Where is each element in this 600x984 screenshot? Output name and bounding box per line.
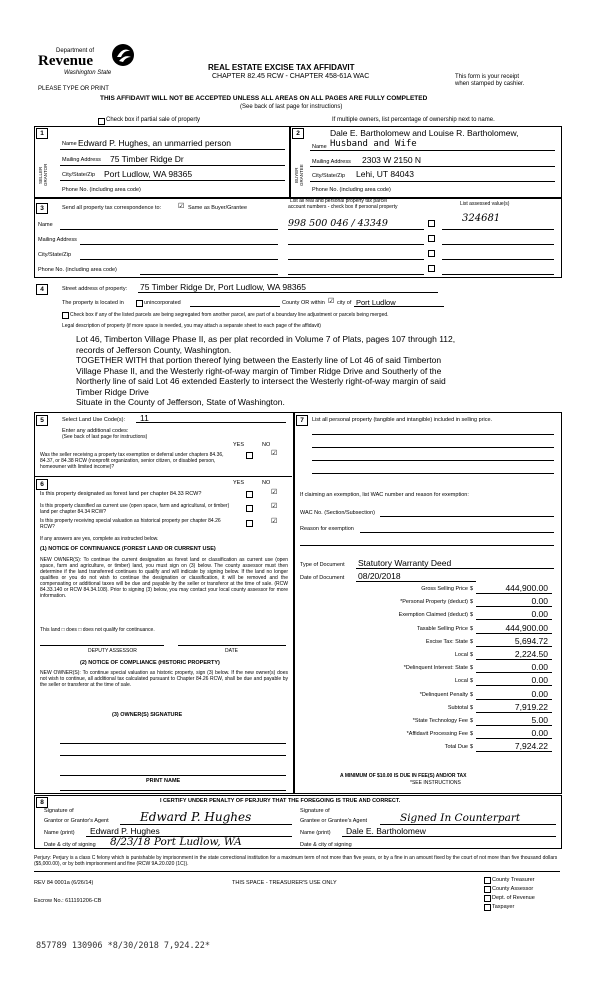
seller-mailing-label: Mailing Address xyxy=(62,157,101,163)
doc-date-value: 08/20/2018 xyxy=(358,571,401,581)
q2-yes-checkbox[interactable] xyxy=(246,491,253,498)
section-1-number: 1 xyxy=(36,128,48,139)
buyer-name-line1: Dale E. Bartholomew and Louise R. Bartholomew, xyxy=(330,128,519,138)
dollar-sign: $ xyxy=(470,612,474,619)
tax-row-value: 0.00 xyxy=(531,662,548,673)
section-8-number: 8 xyxy=(36,797,48,808)
receipt-stamp: 857789 130906 *8/30/2018 7,924.22* xyxy=(36,941,210,951)
reason-label: Reason for exemption xyxy=(300,526,354,532)
revenue-logo xyxy=(38,42,138,82)
multiple-owners-note: If multiple owners, list percentage of ownership next to name. xyxy=(332,117,495,123)
send-correspondence-label: Send all property tax correspondence to: xyxy=(62,205,162,211)
legal-line: Situate in the County of Jefferson, State of Washington. xyxy=(76,397,285,407)
same-as-label: Same as Buyer/Grantee xyxy=(188,205,248,211)
copy-dept-revenue: Dept. of Revenue xyxy=(492,895,535,901)
unincorporated-label: unincorporated xyxy=(144,300,181,306)
city-of-value: Port Ludlow xyxy=(356,298,396,307)
escrow-number: Escrow No.: 611191206-CB xyxy=(34,898,102,904)
legal-line: Northerly line of said Lot 46 extended Easterly to intersect the Westerly right-of-way margin of said xyxy=(76,376,446,386)
additional-codes-note: (See back of last page for instructions) xyxy=(62,434,148,440)
assessed-value: 324681 xyxy=(462,213,501,224)
receipt-note-2: when stamped by cashier. xyxy=(455,81,525,87)
certify-statement: I CERTIFY UNDER PENALTY OF PERJURY THAT THE FOREGOING IS TRUE AND CORRECT. xyxy=(160,798,401,804)
doc-type-label: Type of Document xyxy=(300,562,345,568)
buyer-mailing-value: 2303 W 2150 N xyxy=(362,155,422,165)
section-3-number: 3 xyxy=(36,203,48,214)
exemption-label: If claiming an exemption, list WAC number and reason for exemption: xyxy=(300,492,469,498)
warning-text: THIS AFFIDAVIT WILL NOT BE ACCEPTED UNLESS ALL AREAS ON ALL PAGES ARE FULLY COMPLETED xyxy=(100,95,428,102)
form-title: REAL ESTATE EXCISE TAX AFFIDAVIT xyxy=(208,63,355,72)
question-forest: Is this property designated as forest land per chapter 84.33 RCW? xyxy=(40,491,202,497)
minimum-note: A MINIMUM OF $10.00 IS DUE IN FEE(S) AND/OR TAX xyxy=(340,773,467,779)
sec3-phone-label: Phone No. (including area code) xyxy=(38,267,117,273)
seller-name-label: Name xyxy=(62,141,77,147)
no-header-1: NO xyxy=(262,442,271,448)
buyer-city-value: Lehi, UT 84043 xyxy=(356,169,414,179)
grantee-signature-of: Signature of xyxy=(300,808,330,814)
personal-property-label: List all personal property (tangible and intangible) included in selling price. xyxy=(312,417,493,423)
section-6-number: 6 xyxy=(36,479,48,490)
copy-county-treasurer: County Treasurer xyxy=(492,877,535,883)
dollar-sign: $ xyxy=(470,718,474,724)
seller-grantor-label: SELLER GRANTOR xyxy=(38,163,48,187)
parcel-number-value: 998 500 046 / 43349 xyxy=(288,218,388,229)
q3-yes-checkbox[interactable] xyxy=(246,505,253,512)
grantee-signature: Signed In Counterpart xyxy=(400,812,521,824)
agency-line3: Washington State xyxy=(64,70,112,76)
section-4-number: 4 xyxy=(36,284,48,295)
notice2-title: (2) NOTICE OF COMPLIANCE (HISTORIC PROPERTY) xyxy=(80,660,220,666)
street-address-label: Street address of property: xyxy=(62,286,128,292)
dollar-sign: $ xyxy=(470,691,474,698)
partial-sale-checkbox[interactable] xyxy=(98,118,105,125)
buyer-city-label: City/State/Zip xyxy=(312,173,346,179)
tax-row-value: 7,924.22 xyxy=(514,741,548,752)
tax-row-value: 7,919.22 xyxy=(514,701,548,712)
tax-row-label: Subtotal xyxy=(447,704,468,711)
section-2-number: 2 xyxy=(292,128,304,139)
copy-county-treasurer-checkbox[interactable] xyxy=(484,877,491,884)
parcel-personal-checkbox-3[interactable] xyxy=(428,250,435,257)
grantor-name-label: Name (print) xyxy=(44,830,75,836)
if-any-yes: If any answers are yes, complete as instructed below. xyxy=(40,536,159,542)
sec3-name-label: Name xyxy=(38,222,53,228)
grantor-name-value: Edward P. Hughes xyxy=(90,826,160,836)
sec3-city-label: City/State/Zip xyxy=(38,252,72,258)
tax-row-label: *Delinquent Penalty xyxy=(419,691,468,698)
owner-signature-title: (3) OWNER(S) SIGNATURE xyxy=(112,712,183,718)
tax-row-value: 0.00 xyxy=(531,728,548,739)
tax-row-label: *Personal Property (deduct) xyxy=(400,599,468,606)
dollar-sign: $ xyxy=(470,678,474,685)
parcel-personal-checkbox-1[interactable] xyxy=(428,220,435,227)
form-number: REV 84 0001a (6/26/14) xyxy=(34,880,94,886)
tax-row-value: 5.00 xyxy=(531,715,548,725)
q3-no-checkbox[interactable]: ☑ xyxy=(271,503,278,510)
dollar-sign: $ xyxy=(470,744,474,751)
legal-description xyxy=(76,334,556,408)
seller-city-label: City/State/Zip xyxy=(62,172,96,178)
seller-mailing-value: 75 Timber Ridge Dr xyxy=(110,154,184,164)
grantee-name-label: Name (print) xyxy=(300,830,331,836)
parcel-header-1: List all real and personal property tax parcel xyxy=(290,198,387,204)
legal-line: records of Jefferson County, Washington. xyxy=(76,344,232,355)
city-of-label: city of xyxy=(337,300,352,306)
segregated-label: Check box if any of the listed parcels are being segregated from another parcel, are part of a boundary line adjustment or parcels being merged. xyxy=(70,312,389,318)
section-7-number: 7 xyxy=(296,415,308,426)
dollar-sign: $ xyxy=(470,704,474,711)
q1-yes-checkbox[interactable] xyxy=(246,452,253,459)
deputy-assessor-label: DEPUTY ASSESSOR xyxy=(88,648,137,654)
copy-taxpayer-checkbox[interactable] xyxy=(484,904,491,911)
seller-city-value: Port Ludlow, WA 98365 xyxy=(104,169,193,179)
tax-row-label: Gross Selling Price xyxy=(421,586,468,592)
perjury-statement: Perjury: Perjury is a class C felony which is punishable by imprisonment in the state correctional institution for a maximum term of not more than five years, or by a fine in an amount fixed by the court of not more than five thousand dollars ($5,000.00), or by both imprisonment and fine (RCW 9A.20.020 (1C)). xyxy=(34,855,558,867)
type-or-print: PLEASE TYPE OR PRINT xyxy=(38,86,109,92)
tax-row-label: Total Due xyxy=(444,744,468,751)
yes-header-2: YES xyxy=(233,480,245,486)
buyer-mailing-label: Mailing Address xyxy=(312,159,351,165)
parcel-personal-checkbox-4[interactable] xyxy=(428,265,435,272)
notice1-title: (1) NOTICE OF CONTINUANCE (FOREST LAND OR CURRENT USE) xyxy=(40,546,216,552)
segregated-checkbox[interactable] xyxy=(62,312,69,319)
parcel-header-2: account numbers - check box if personal property xyxy=(288,204,398,210)
land-qualify-text: This land □ does □ does not qualify for continuance. xyxy=(40,627,155,633)
agency-line2: Revenue xyxy=(38,53,93,69)
tax-row-label: *State Technology Fee xyxy=(412,718,468,724)
assessed-header: List assessed value(s) xyxy=(460,201,510,207)
revenue-logo-icon xyxy=(110,42,136,68)
copy-dept-revenue-checkbox[interactable] xyxy=(484,895,491,902)
copy-county-assessor: County Assessor xyxy=(492,886,534,892)
located-in-label: The property is located in xyxy=(62,300,124,306)
doc-date-label: Date of Document xyxy=(300,575,345,581)
q4-no-checkbox[interactable]: ☑ xyxy=(271,518,278,525)
land-use-label: Select Land Use Code(s): xyxy=(62,417,125,423)
notice1-text: NEW OWNER(S): To continue the current designation as forest land or classification as current use (open space, farm and agriculture, or timber) land, you must sign on (3) below. The county assessor must then determine if the land transferred continues to qualify and will indicate by signing below. If the land no longer qualifies or you do not wish to continue the designation or classification, it will be removed and the compensating or additional taxes will be due and payable by the seller or transferor at the time of sale. (RCW 84.33.140 or RCW 84.34.108). Prior to signing (3) below, you may contact your local county assessor for more information. xyxy=(40,557,288,599)
q2-no-checkbox[interactable]: ☑ xyxy=(271,489,278,496)
dollar-sign: $ xyxy=(470,586,474,592)
dollar-sign: $ xyxy=(470,599,474,606)
legal-line: Village Phase II, and the Westerly right-of-way margin of Timber Ridge Drive and Southerly of the xyxy=(76,365,442,376)
city-of-checkbox[interactable]: ☑ xyxy=(328,298,335,305)
grantor-agent-label: Grantor or Grantor's Agent xyxy=(44,818,109,824)
county-within-label: County OR within xyxy=(282,300,325,306)
tax-row-label: Local xyxy=(454,678,468,685)
receipt-note-1: This form is your receipt xyxy=(455,74,520,80)
tax-row-value: 5,694.72 xyxy=(514,635,548,646)
section-5-number: 5 xyxy=(36,415,48,426)
seller-phone-label: Phone No. (including area code) xyxy=(62,187,141,193)
street-address-value: 75 Timber Ridge Dr, Port Ludlow, WA 98365 xyxy=(140,282,306,292)
date-label: DATE xyxy=(225,648,238,654)
grantee-agent-label: Grantee or Grantee's Agent xyxy=(300,818,368,824)
unincorporated-checkbox[interactable] xyxy=(136,300,143,307)
tax-row-value: 0.00 xyxy=(531,675,548,686)
no-header-2: NO xyxy=(262,480,271,486)
legal-line: TOGETHER WITH that portion thereof lying between the Easterly line of Lot 46 of said Timberton xyxy=(76,355,442,365)
seller-name-value: Edward P. Hughes, an unmarried person xyxy=(78,138,231,148)
buyer-phone-label: Phone No. (including area code) xyxy=(312,187,391,193)
tax-row-label: Excise Tax: State xyxy=(425,638,468,645)
tax-row-label: Local xyxy=(454,652,468,658)
tax-row-value: 0.00 xyxy=(531,596,548,607)
tax-row-value: 2,224.50 xyxy=(514,649,548,659)
legal-line: Lot 46, Timberton Village Phase II, as per plat recorded in Volume 7 of Plats, pages 107 through 112, xyxy=(76,334,456,344)
copy-county-assessor-checkbox[interactable] xyxy=(484,886,491,893)
dollar-sign: $ xyxy=(470,625,474,632)
grantor-date-value: 8/23/18 Port Ludlow, WA xyxy=(110,836,242,848)
wac-label: WAC No. (Section/Subsection) xyxy=(300,510,375,516)
legal-line: Timber Ridge Drive xyxy=(76,386,149,397)
legal-description-label: Legal description of property (if more space is needed, you may attach a separate sheet to each page of the affidavit) xyxy=(62,323,321,329)
tax-row-value: 0.00 xyxy=(531,609,548,620)
copy-taxpayer: Taxpayer xyxy=(492,904,515,910)
instructions-note: (See back of last page for instructions) xyxy=(240,104,343,110)
tax-row-value: 444,900.00 xyxy=(505,622,548,633)
land-use-value: 11 xyxy=(140,413,149,423)
grantor-signature: Edward P. Hughes xyxy=(140,810,252,824)
tax-row-label: *Delinquent Interest: State xyxy=(403,665,468,672)
q1-no-checkbox[interactable]: ☑ xyxy=(271,450,278,457)
grantee-name-value: Dale E. Bartholomew xyxy=(346,826,426,836)
sec3-mailing-label: Mailing Address xyxy=(38,237,77,243)
same-as-checkbox[interactable]: ☑ xyxy=(178,203,185,210)
additional-codes-label: Enter any additional codes: xyxy=(62,428,129,434)
grantor-signature-of: Signature of xyxy=(44,808,74,814)
see-instructions: *SEE INSTRUCTIONS xyxy=(410,780,461,786)
notice2-text: NEW OWNER(S): To continue special valuation as historic property, sign (3) below. If the new owner(s) does not wish to continue, all additional tax calculated pursuant to Chapter 84.26 RCW, shall be due and payable by the seller or transferor at the time of sale. xyxy=(40,670,288,688)
question-historic: Is this property receiving special valuation as historical property per chapter 84.26 RCW? xyxy=(40,518,221,530)
tax-row-value: 444,900.00 xyxy=(505,583,548,593)
treasurer-space-label: THIS SPACE - TREASURER'S USE ONLY xyxy=(232,880,337,886)
dollar-sign: $ xyxy=(470,652,474,658)
buyer-name-label: Name xyxy=(312,144,327,150)
dollar-sign: $ xyxy=(470,665,474,672)
partial-sale-label: Check box if partial sale of property xyxy=(106,117,201,123)
yes-header-1: YES xyxy=(233,442,245,448)
print-name-label: PRINT NAME xyxy=(146,778,181,784)
question-current-use: Is this property classified as current use (open space, farm and agricultural, or timber) land per chapter 84.34 RCW? xyxy=(40,503,230,515)
question-exemption: Was the seller receiving a property tax exemption or deferral under chapters 84.36, 84.37, or 84.38 RCW (nonprofit organization, senior citizen, or disabled person, homeowner with limited income)? xyxy=(40,452,224,470)
grantee-date-label: Date & city of signing xyxy=(300,842,352,848)
grantor-date-label: Date & city of signing xyxy=(44,842,96,848)
doc-type-value: Statutory Warranty Deed xyxy=(358,558,452,568)
agency-line1: Department of xyxy=(56,48,95,54)
q4-yes-checkbox[interactable] xyxy=(246,520,253,527)
parcel-personal-checkbox-2[interactable] xyxy=(428,235,435,242)
dollar-sign: $ xyxy=(470,638,474,645)
buyer-grantee-label: BUYER GRANTEE xyxy=(294,164,304,186)
dollar-sign: $ xyxy=(470,731,474,738)
form-subtitle: CHAPTER 82.45 RCW - CHAPTER 458-61A WAC xyxy=(212,73,370,80)
buyer-name-value: Husband and Wife xyxy=(330,139,417,149)
tax-row-label: Exemption Claimed (deduct) xyxy=(398,612,468,619)
tax-row-label: Taxable Selling Price xyxy=(416,625,468,632)
tax-row-value: 0.00 xyxy=(531,688,548,699)
tax-row-label: *Affidavit Processing Fee xyxy=(406,731,468,738)
